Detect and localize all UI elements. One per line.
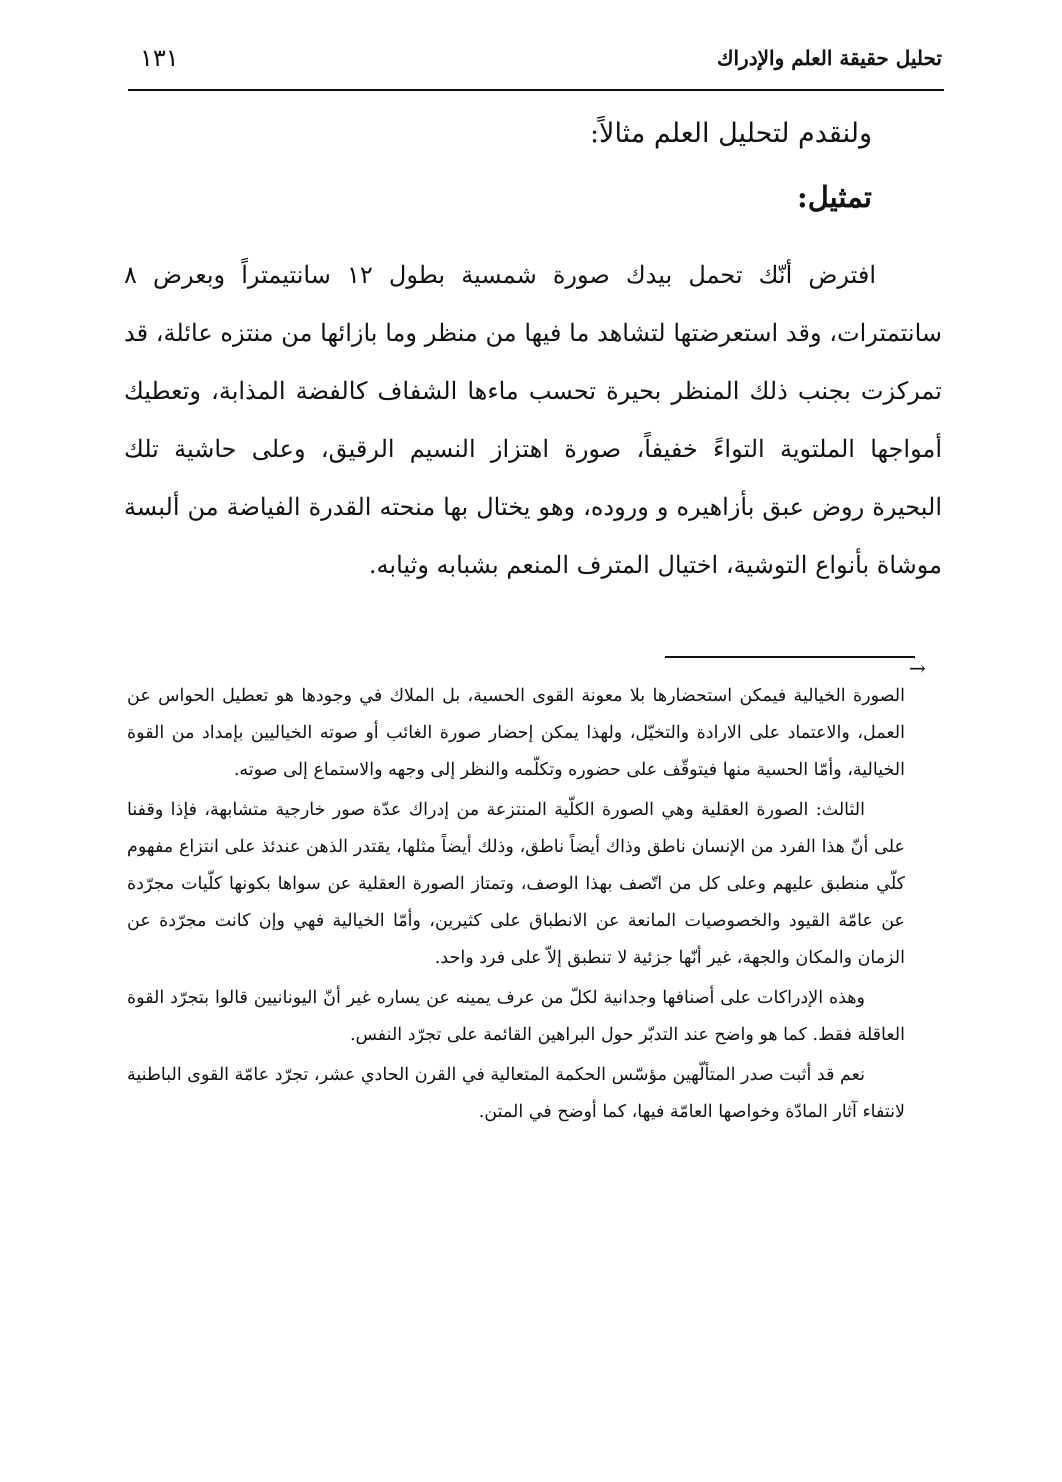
footnote-paragraph: وهذه الإدراكات على أصنافها وجدانية لكلّ من عرف يمينه عن يساره غير أنّ اليونانيين قالوا بتجرّد القوة العاقلة فقط. كما هو واضح عند التدبّر حول البراهين القائمة على تجرّد النفس. (127, 988, 905, 1045)
footnote-divider (665, 656, 915, 658)
footnotes (127, 678, 905, 1131)
footnote-paragraph: الثالث: الصورة العقلية وهي الصورة الكلّية المنتزعة من إدراك عدّة صور خارجية متشابهة، فإذا وقفنا على أنّ هذا الفرد من الإنسان ناطق وذاك أيضاً ناطق، وذلك أيضاً مثلها، يقتدر الذهن عندئذ على انتزاع مفهوم كلّي منطبق عليهم وعلى كل من اتّصف بهذا الوصف، وتمتاز الصورة العقلية عن سواها بكونها كلّيات مجرّدة عن عامّة القيود والخصوصيات المانعة عن الانطباق على كثيرين، وأمّا الخيالية فهي وإن كانت مجرّدة عن الزمان والمكان والجهة، غير أنّها جزئية لا تنطبق إلاّ على فرد واحد. (127, 800, 905, 968)
running-header-title: تحليل حقيقة العلم والإدراك (717, 46, 942, 70)
section-heading: تمثيل: (796, 180, 872, 214)
lead-sentence: ولنقدم لتحليل العلم مثالاً: (589, 118, 872, 149)
page-number: ١٣١ (140, 44, 179, 72)
main-body (124, 246, 942, 594)
continuation-arrow-icon: → (909, 656, 926, 680)
body-paragraph: افترض أنّك تحمل بيدك صورة شمسية بطول ١٢ سانتيمتراً وبعرض ٨ سانتمترات، وقد استعرضتها لتشاهد ما فيها من منظر وما بازائها من منتزه عائلة، قد تمركزت بجنب ذلك المنظر بحيرة تحسب ماءها الشفاف كالفضة المذابة، وتعطيك أمواجها الملتوية التواءً خفيفاً، صورة اهتزاز النسيم الرقيق، وعلى حاشية تلك البحيرة روض عبق بأزاهيره و وروده، وهو يختال بها منحته القدرة الفياضة من ألبسة موشاة بأنواع التوشية، اختيال المترف المنعم بشبابه وثيابه. (124, 261, 943, 579)
header-divider (128, 89, 944, 91)
footnote-paragraph: الصورة الخيالية فيمكن استحضارها بلا معونة القوى الحسية، بل الملاك في وجودها هو تعطيل الحواس عن العمل، والاعتماد على الارادة والتخيّل، ولهذا يمكن إحضار صورة الغائب أو صوته الخياليين بإمداد من القوة الخيالية، وأمّا الحسية منها فيتوقّف على حضوره وتكلّمه والنظر إلى وجهه والاستماع إلى صوته. (127, 686, 905, 780)
footnote-paragraph: نعم قد أثبت صدر المتألّهين مؤسّس الحكمة المتعالية في القرن الحادي عشر، تجرّد عامّة القوى الباطنية لانتفاء آثار المادّة وخواصها العامّة فيها، كما أوضح في المتن. (127, 1065, 905, 1122)
